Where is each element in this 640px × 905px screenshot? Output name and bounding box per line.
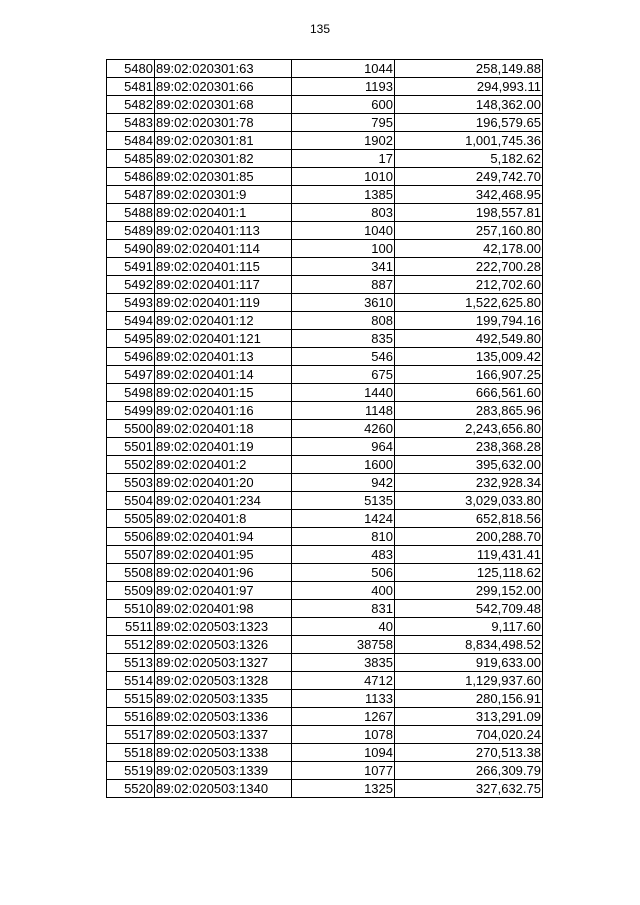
- table-row: [107, 654, 543, 672]
- table-row: [107, 114, 543, 132]
- value-cell: 238,368.28: [395, 438, 543, 456]
- area-cell: 887: [292, 276, 395, 294]
- value-cell: 257,160.80: [395, 222, 543, 240]
- table-row: [107, 150, 543, 168]
- table-row: [107, 204, 543, 222]
- area-cell: 506: [292, 564, 395, 582]
- table-row: [107, 438, 543, 456]
- row-number-cell: 5482: [107, 96, 155, 114]
- value-cell: 119,431.41: [395, 546, 543, 564]
- cadastral-number-cell: 89:02:020503:1338: [155, 744, 292, 762]
- row-number-cell: 5516: [107, 708, 155, 726]
- row-number-cell: 5498: [107, 384, 155, 402]
- area-cell: 3835: [292, 654, 395, 672]
- area-cell: 40: [292, 618, 395, 636]
- table-row: [107, 312, 543, 330]
- table-row: [107, 222, 543, 240]
- cadastral-number-cell: 89:02:020503:1335: [155, 690, 292, 708]
- row-number-cell: 5514: [107, 672, 155, 690]
- row-number-cell: 5480: [107, 60, 155, 78]
- table-row: [107, 168, 543, 186]
- cadastral-number-cell: 89:02:020401:114: [155, 240, 292, 258]
- row-number-cell: 5490: [107, 240, 155, 258]
- cadastral-number-cell: 89:02:020503:1337: [155, 726, 292, 744]
- cadastral-number-cell: 89:02:020401:14: [155, 366, 292, 384]
- row-number-cell: 5491: [107, 258, 155, 276]
- cadastral-number-cell: 89:02:020301:81: [155, 132, 292, 150]
- table-row: [107, 402, 543, 420]
- row-number-cell: 5485: [107, 150, 155, 168]
- table-row: [107, 78, 543, 96]
- row-number-cell: 5506: [107, 528, 155, 546]
- area-cell: 483: [292, 546, 395, 564]
- area-cell: 1040: [292, 222, 395, 240]
- cadastral-number-cell: 89:02:020301:63: [155, 60, 292, 78]
- value-cell: 166,907.25: [395, 366, 543, 384]
- row-number-cell: 5483: [107, 114, 155, 132]
- cadastral-number-cell: 89:02:020401:119: [155, 294, 292, 312]
- value-cell: 492,549.80: [395, 330, 543, 348]
- table-row: [107, 60, 543, 78]
- table-row: [107, 420, 543, 438]
- table-row: [107, 96, 543, 114]
- area-cell: 810: [292, 528, 395, 546]
- value-cell: 5,182.62: [395, 150, 543, 168]
- value-cell: 232,928.34: [395, 474, 543, 492]
- table-row: [107, 456, 543, 474]
- area-cell: 600: [292, 96, 395, 114]
- area-cell: 1440: [292, 384, 395, 402]
- value-cell: 125,118.62: [395, 564, 543, 582]
- area-cell: 1078: [292, 726, 395, 744]
- cadastral-number-cell: 89:02:020401:19: [155, 438, 292, 456]
- cadastral-number-cell: 89:02:020401:13: [155, 348, 292, 366]
- row-number-cell: 5508: [107, 564, 155, 582]
- row-number-cell: 5507: [107, 546, 155, 564]
- table-row: [107, 618, 543, 636]
- value-cell: 1,129,937.60: [395, 672, 543, 690]
- cadastral-number-cell: 89:02:020401:96: [155, 564, 292, 582]
- row-number-cell: 5520: [107, 780, 155, 798]
- row-number-cell: 5510: [107, 600, 155, 618]
- area-cell: 675: [292, 366, 395, 384]
- value-cell: 200,288.70: [395, 528, 543, 546]
- value-cell: 2,243,656.80: [395, 420, 543, 438]
- table-row: [107, 636, 543, 654]
- value-cell: 198,557.81: [395, 204, 543, 222]
- parcel-table-body: [107, 60, 543, 798]
- table-row: [107, 348, 543, 366]
- row-number-cell: 5494: [107, 312, 155, 330]
- row-number-cell: 5484: [107, 132, 155, 150]
- table-row: [107, 492, 543, 510]
- value-cell: 283,865.96: [395, 402, 543, 420]
- table-row: [107, 528, 543, 546]
- table-row: [107, 258, 543, 276]
- row-number-cell: 5515: [107, 690, 155, 708]
- row-number-cell: 5501: [107, 438, 155, 456]
- area-cell: 1600: [292, 456, 395, 474]
- area-cell: 795: [292, 114, 395, 132]
- row-number-cell: 5518: [107, 744, 155, 762]
- area-cell: 1077: [292, 762, 395, 780]
- value-cell: 542,709.48: [395, 600, 543, 618]
- row-number-cell: 5511: [107, 618, 155, 636]
- value-cell: 42,178.00: [395, 240, 543, 258]
- cadastral-number-cell: 89:02:020301:85: [155, 168, 292, 186]
- cadastral-number-cell: 89:02:020503:1339: [155, 762, 292, 780]
- table-row: [107, 366, 543, 384]
- table-row: [107, 276, 543, 294]
- value-cell: 266,309.79: [395, 762, 543, 780]
- area-cell: 1010: [292, 168, 395, 186]
- row-number-cell: 5495: [107, 330, 155, 348]
- cadastral-number-cell: 89:02:020401:15: [155, 384, 292, 402]
- area-cell: 835: [292, 330, 395, 348]
- cadastral-number-cell: 89:02:020401:121: [155, 330, 292, 348]
- value-cell: 1,001,745.36: [395, 132, 543, 150]
- cadastral-number-cell: 89:02:020401:97: [155, 582, 292, 600]
- value-cell: 1,522,625.80: [395, 294, 543, 312]
- row-number-cell: 5492: [107, 276, 155, 294]
- table-row: [107, 294, 543, 312]
- value-cell: 212,702.60: [395, 276, 543, 294]
- value-cell: 294,993.11: [395, 78, 543, 96]
- value-cell: 652,818.56: [395, 510, 543, 528]
- row-number-cell: 5487: [107, 186, 155, 204]
- cadastral-number-cell: 89:02:020401:18: [155, 420, 292, 438]
- value-cell: 196,579.65: [395, 114, 543, 132]
- cadastral-number-cell: 89:02:020401:98: [155, 600, 292, 618]
- value-cell: 9,117.60: [395, 618, 543, 636]
- table-row: [107, 744, 543, 762]
- table-row: [107, 564, 543, 582]
- value-cell: 148,362.00: [395, 96, 543, 114]
- row-number-cell: 5493: [107, 294, 155, 312]
- row-number-cell: 5517: [107, 726, 155, 744]
- row-number-cell: 5505: [107, 510, 155, 528]
- row-number-cell: 5481: [107, 78, 155, 96]
- cadastral-number-cell: 89:02:020401:113: [155, 222, 292, 240]
- table-row: [107, 240, 543, 258]
- cadastral-number-cell: 89:02:020401:95: [155, 546, 292, 564]
- area-cell: 1133: [292, 690, 395, 708]
- table-row: [107, 384, 543, 402]
- value-cell: 222,700.28: [395, 258, 543, 276]
- row-number-cell: 5497: [107, 366, 155, 384]
- area-cell: 100: [292, 240, 395, 258]
- value-cell: 8,834,498.52: [395, 636, 543, 654]
- cadastral-number-cell: 89:02:020503:1340: [155, 780, 292, 798]
- area-cell: 5135: [292, 492, 395, 510]
- area-cell: 942: [292, 474, 395, 492]
- row-number-cell: 5512: [107, 636, 155, 654]
- value-cell: 280,156.91: [395, 690, 543, 708]
- cadastral-number-cell: 89:02:020401:94: [155, 528, 292, 546]
- page-number: 135: [309, 22, 331, 36]
- area-cell: 831: [292, 600, 395, 618]
- value-cell: 3,029,033.80: [395, 492, 543, 510]
- area-cell: 1902: [292, 132, 395, 150]
- cadastral-number-cell: 89:02:020503:1327: [155, 654, 292, 672]
- area-cell: 1148: [292, 402, 395, 420]
- cadastral-number-cell: 89:02:020401:1: [155, 204, 292, 222]
- table-row: [107, 330, 543, 348]
- area-cell: 964: [292, 438, 395, 456]
- cadastral-number-cell: 89:02:020401:115: [155, 258, 292, 276]
- row-number-cell: 5519: [107, 762, 155, 780]
- area-cell: 400: [292, 582, 395, 600]
- row-number-cell: 5486: [107, 168, 155, 186]
- value-cell: 135,009.42: [395, 348, 543, 366]
- value-cell: 258,149.88: [395, 60, 543, 78]
- cadastral-number-cell: 89:02:020301:82: [155, 150, 292, 168]
- area-cell: 808: [292, 312, 395, 330]
- area-cell: 1193: [292, 78, 395, 96]
- table-row: [107, 726, 543, 744]
- value-cell: 270,513.38: [395, 744, 543, 762]
- row-number-cell: 5509: [107, 582, 155, 600]
- table-row: [107, 186, 543, 204]
- parcel-table: [106, 59, 543, 798]
- area-cell: 4260: [292, 420, 395, 438]
- area-cell: 1424: [292, 510, 395, 528]
- value-cell: 666,561.60: [395, 384, 543, 402]
- value-cell: 395,632.00: [395, 456, 543, 474]
- value-cell: 342,468.95: [395, 186, 543, 204]
- cadastral-number-cell: 89:02:020401:2: [155, 456, 292, 474]
- area-cell: 341: [292, 258, 395, 276]
- row-number-cell: 5499: [107, 402, 155, 420]
- cadastral-number-cell: 89:02:020301:9: [155, 186, 292, 204]
- table-row: [107, 132, 543, 150]
- cadastral-number-cell: 89:02:020401:117: [155, 276, 292, 294]
- row-number-cell: 5488: [107, 204, 155, 222]
- cadastral-number-cell: 89:02:020301:78: [155, 114, 292, 132]
- cadastral-number-cell: 89:02:020503:1336: [155, 708, 292, 726]
- area-cell: 1044: [292, 60, 395, 78]
- table-row: [107, 708, 543, 726]
- cadastral-number-cell: 89:02:020503:1326: [155, 636, 292, 654]
- row-number-cell: 5500: [107, 420, 155, 438]
- area-cell: 3610: [292, 294, 395, 312]
- area-cell: 1094: [292, 744, 395, 762]
- table-row: [107, 546, 543, 564]
- cadastral-number-cell: 89:02:020301:68: [155, 96, 292, 114]
- area-cell: 546: [292, 348, 395, 366]
- row-number-cell: 5513: [107, 654, 155, 672]
- table-row: [107, 474, 543, 492]
- area-cell: 1267: [292, 708, 395, 726]
- row-number-cell: 5503: [107, 474, 155, 492]
- cadastral-number-cell: 89:02:020301:66: [155, 78, 292, 96]
- value-cell: 919,633.00: [395, 654, 543, 672]
- row-number-cell: 5502: [107, 456, 155, 474]
- area-cell: 17: [292, 150, 395, 168]
- table-row: [107, 600, 543, 618]
- row-number-cell: 5504: [107, 492, 155, 510]
- table-row: [107, 762, 543, 780]
- area-cell: 1385: [292, 186, 395, 204]
- area-cell: 38758: [292, 636, 395, 654]
- value-cell: 313,291.09: [395, 708, 543, 726]
- table-row: [107, 780, 543, 798]
- table-row: [107, 690, 543, 708]
- table-row: [107, 510, 543, 528]
- value-cell: 327,632.75: [395, 780, 543, 798]
- cadastral-number-cell: 89:02:020503:1328: [155, 672, 292, 690]
- cadastral-number-cell: 89:02:020401:12: [155, 312, 292, 330]
- table-row: [107, 582, 543, 600]
- value-cell: 199,794.16: [395, 312, 543, 330]
- row-number-cell: 5489: [107, 222, 155, 240]
- table-row: [107, 672, 543, 690]
- value-cell: 704,020.24: [395, 726, 543, 744]
- value-cell: 249,742.70: [395, 168, 543, 186]
- row-number-cell: 5496: [107, 348, 155, 366]
- cadastral-number-cell: 89:02:020401:16: [155, 402, 292, 420]
- cadastral-number-cell: 89:02:020401:20: [155, 474, 292, 492]
- area-cell: 803: [292, 204, 395, 222]
- cadastral-number-cell: 89:02:020401:8: [155, 510, 292, 528]
- value-cell: 299,152.00: [395, 582, 543, 600]
- cadastral-number-cell: 89:02:020503:1323: [155, 618, 292, 636]
- cadastral-number-cell: 89:02:020401:234: [155, 492, 292, 510]
- area-cell: 1325: [292, 780, 395, 798]
- area-cell: 4712: [292, 672, 395, 690]
